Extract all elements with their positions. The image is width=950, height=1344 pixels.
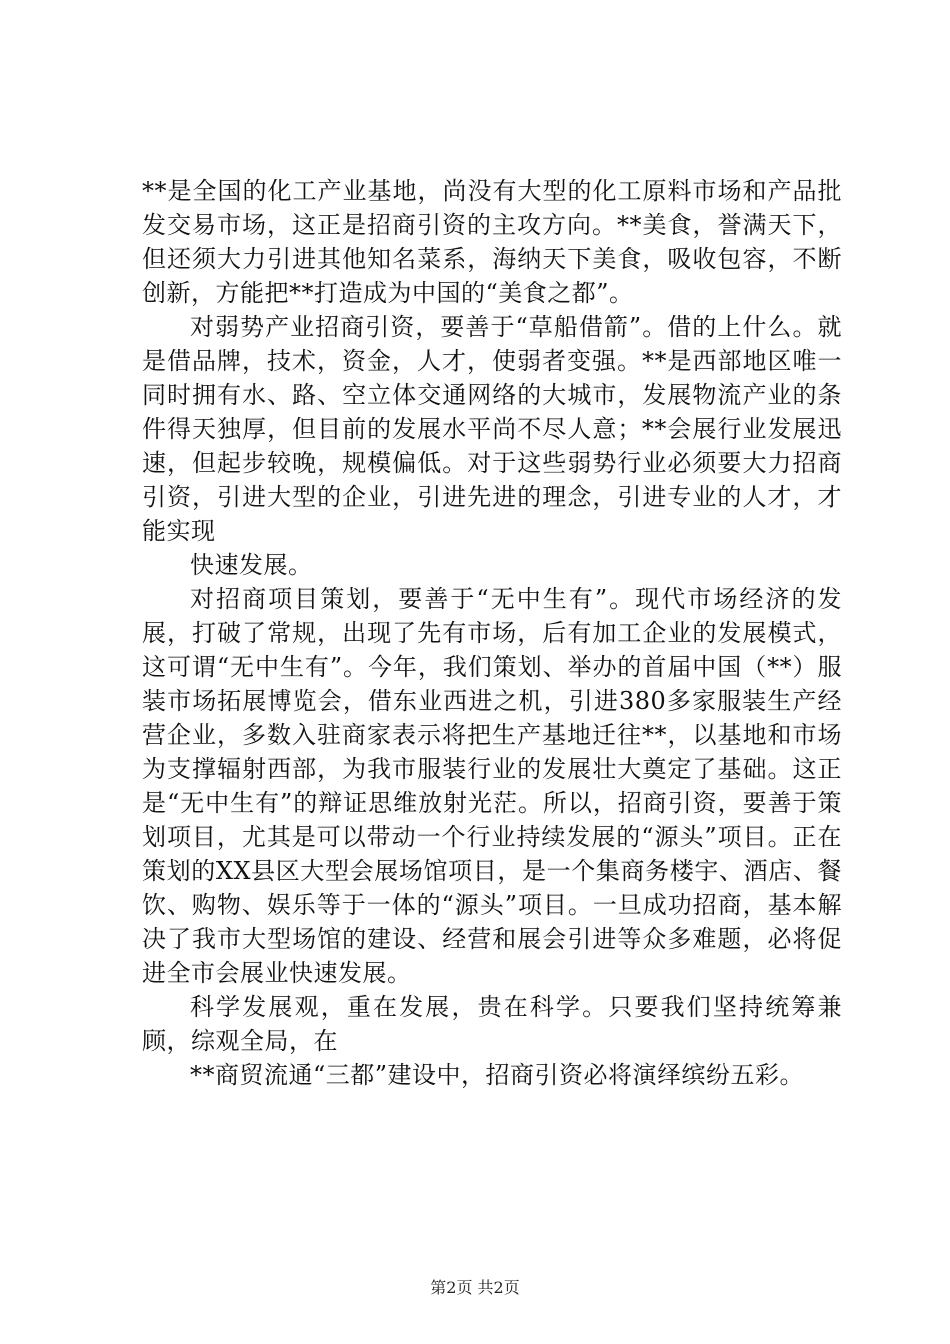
paragraph-2: 对弱势产业招商引资，要善于“草船借箭”。借的上什么。就是借品牌，技术，资金，人才，使弱者变强。**是西部地区唯一同时拥有水、路、空立体交通网络的大城市，发展物流产业的条件得天独厚，但目前的发展水平尚不尽人意；**会展行业发展迅速，但起步较晚，规模偏低。对于这些弱势行业必须要大力招商引资，引进大型的企业，引进先进的理念，引进专业的人才，才能实现 — [142, 313, 842, 545]
paragraph-1: **是全国的化工产业基地，尚没有大型的化工原料市场和产品批发交易市场，这正是招商引资的主攻方向。**美食，誉满天下，但还须大力引进其他知名菜系，海纳天下美食，吸收包容，不断创新，方能把**打造成为中国的“美食之都”。 — [142, 177, 842, 307]
paragraph-5: 科学发展观，重在发展，贵在科学。只要我们坚持统筹兼顾，综观全局，在 — [142, 993, 842, 1055]
document-body — [142, 174, 842, 1092]
paragraph-4: 对招商项目策划，要善于“无中生有”。现代市场经济的发展，打破了常规，出现了先有市场，后有加工企业的发展模式，这可谓“无中生有”。今年，我们策划、举办的首届中国（**）服装市场拓展博览会，借东业西进之机，引进380多家服装生产经营企业，多数入驻商家表示将把生产基地迁往**，以基地和市场为支撑辐射西部，为我市服装行业的发展壮大奠定了基础。这正是“无中生有”的辩证思维放射光茫。所以，招商引资，要善于策划项目，尤其是可以带动一个行业持续发展的“源头”项目。正在策划的XX县区大型会展场馆项目，是一个集商务楼宇、酒店、餐饮、购物、娱乐等于一体的“源头”项目。一旦成功招商，基本解决了我市大型场馆的建设、经营和展会引进等众多难题，必将促进全市会展业快速发展。 — [142, 585, 842, 987]
page-number-footer: 第2页 共2页 — [430, 1278, 520, 1297]
paragraph-6: **商贸流通“三都”建设中，招商引资必将演绎缤纷五彩。 — [190, 1061, 805, 1089]
paragraph-3: 快速发展。 — [190, 551, 313, 579]
